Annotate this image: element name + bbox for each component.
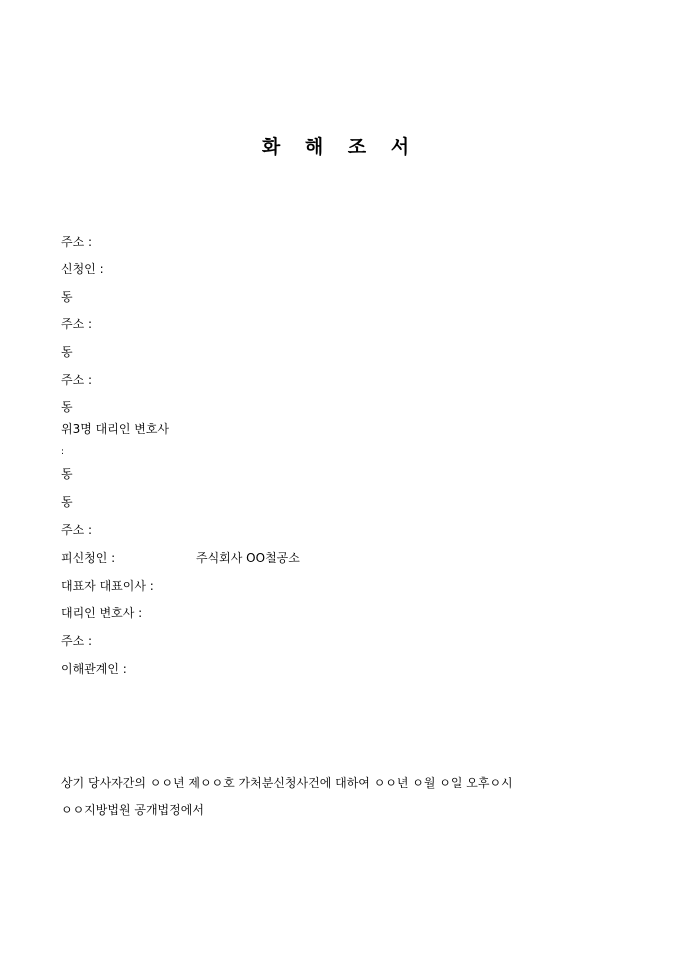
colon-mark: : bbox=[61, 447, 65, 457]
attorney-label: 위3명 대리인 변호사 bbox=[61, 422, 170, 436]
address-label-4: 주소 : bbox=[61, 523, 93, 537]
same-label-3: 동 bbox=[61, 400, 73, 414]
interested-party-label: 이해관계인 : bbox=[61, 662, 127, 676]
applicant-label: 신청인 : bbox=[61, 262, 104, 276]
same-label-4: 동 bbox=[61, 467, 73, 481]
address-label-5: 주소 : bbox=[61, 634, 93, 648]
same-label-5: 동 bbox=[61, 495, 73, 509]
paragraph-line-1: 상기 당사자간의 ㅇㅇ년 제ㅇㅇ호 가처분신청사건에 대하여 ㅇㅇ년 ㅇ월 ㅇ일 오후ㅇ시 bbox=[61, 776, 513, 790]
paragraph-line-2: ㅇㅇ지방법원 공개법정에서 bbox=[61, 803, 204, 817]
respondent-company: 주식회사 OO철공소 bbox=[196, 551, 300, 565]
applicant-address-label: 주소 : bbox=[61, 235, 93, 249]
same-label-2: 동 bbox=[61, 345, 73, 359]
respondent-label: 피신청인 : bbox=[61, 551, 116, 565]
address-label-2: 주소 : bbox=[61, 317, 93, 331]
representative-label: 대표자 대표이사 : bbox=[61, 579, 154, 593]
same-label-1: 동 bbox=[61, 290, 73, 304]
address-label-3: 주소 : bbox=[61, 373, 93, 387]
document-title: 화 해 조 서 bbox=[261, 136, 419, 158]
agent-attorney-label: 대리인 변호사 : bbox=[61, 606, 143, 620]
